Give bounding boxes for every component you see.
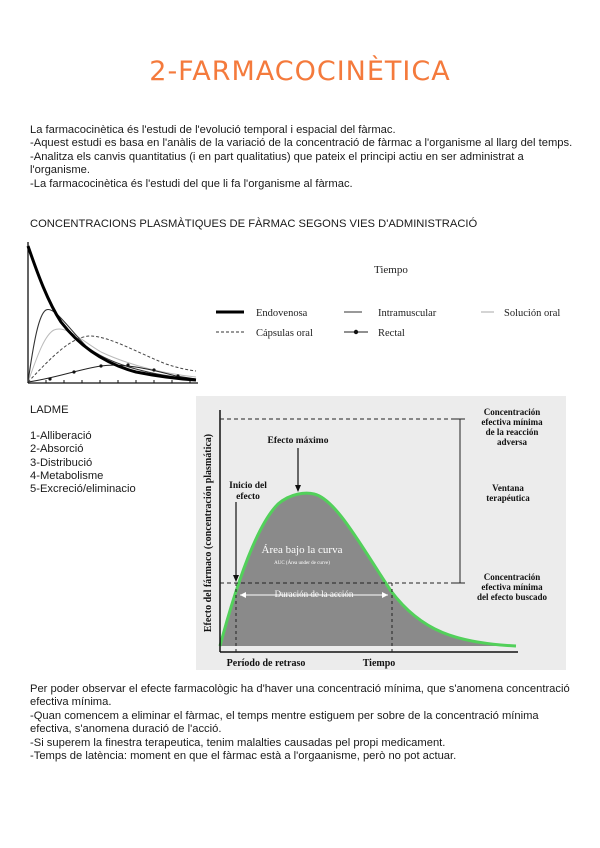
ladme-heading: LADME bbox=[30, 404, 69, 416]
intro-paragraph: La farmacocinètica és l'estudi de l'evolució temporal i espacial del fàrmac. bbox=[30, 124, 396, 136]
intro-paragraph: -Aquest estudi es basa en l'anàlis de la variació de la concentració de fàrmac a l'organisme al llarg del temps. bbox=[30, 137, 573, 150]
list-item: 1-Alliberació bbox=[30, 430, 92, 443]
auc-label: AUC (Área under de curve) bbox=[274, 561, 330, 566]
min-concentration-label bbox=[477, 572, 547, 602]
legend-marker-rectal bbox=[354, 330, 358, 334]
svg-text:del efecto buscado: del efecto buscado bbox=[477, 592, 547, 602]
outro-paragraph: -Quan comencem a eliminar el fàrmac, el temps mentre estiguem per sobre de la concentració mínima efectiva, s'anomena duració de l'acció. bbox=[30, 709, 539, 736]
legend-label-solucion-oral: Solución oral bbox=[504, 308, 561, 319]
svg-text:Concentración: Concentración bbox=[483, 407, 541, 417]
list-item: 5-Excreció/eliminacio bbox=[30, 483, 136, 496]
svg-text:efectiva mínima: efectiva mínima bbox=[481, 582, 543, 592]
outro-paragraph: Per poder observar el efecte farmacològic ha d'haver una concentració mínima, que s'anomena concentració efectiva mínima. bbox=[30, 683, 570, 709]
svg-text:Concentración: Concentración bbox=[483, 572, 541, 582]
onset-label-line2: efecto bbox=[236, 492, 260, 502]
outro-paragraph: -Si superem la finestra terapeutica, tenim malalties causadas pel propi medicament. bbox=[30, 736, 446, 749]
list-item: 3-Distribució bbox=[30, 456, 93, 469]
duration-label: Duración de la acción bbox=[274, 589, 354, 599]
svg-text:adversa: adversa bbox=[497, 437, 527, 447]
intramuscular-curve bbox=[28, 309, 196, 382]
svg-text:de la reacción: de la reacción bbox=[485, 427, 539, 437]
legend-label-intramuscular: Intramuscular bbox=[378, 308, 437, 319]
outro-text bbox=[30, 683, 575, 763]
legend-label-rectal: Rectal bbox=[378, 328, 405, 339]
solucion-oral-curve bbox=[28, 329, 196, 382]
legend-label-endovenosa: Endovenosa bbox=[256, 308, 308, 319]
y-axis-label: Efecto del fármaco (concentración plasmática) bbox=[203, 433, 214, 633]
therapeutic-window-label bbox=[486, 483, 530, 503]
list-item: 2-Absorció bbox=[30, 443, 84, 456]
delay-period-label: Período de retraso bbox=[226, 658, 306, 669]
svg-text:terapéutica: terapéutica bbox=[486, 493, 530, 503]
list-item: 4-Metabolisme bbox=[30, 469, 104, 482]
intro-text bbox=[30, 124, 575, 191]
section-heading: CONCENTRACIONS PLASMÀTIQUES DE FÀRMAC SEGONS VIES D'ADMINISTRACIÓ bbox=[30, 218, 478, 230]
onset-label-line1: Inicio del bbox=[229, 481, 267, 491]
therapeutic-window-figure bbox=[196, 396, 566, 670]
x-axis-label: Tiempo bbox=[374, 264, 408, 276]
svg-text:Ventana: Ventana bbox=[492, 483, 524, 493]
svg-text:efectiva mínima: efectiva mínima bbox=[481, 417, 543, 427]
intro-paragraph: -La farmacocinètica és l'estudi del que li fa l'organisme al fàrmac. bbox=[30, 177, 353, 190]
legend-label-capsulas-oral: Cápsulas oral bbox=[256, 328, 313, 339]
endovenosa-curve bbox=[28, 246, 196, 380]
intro-paragraph: -Analitza els canvis quantitatius (i en part qualitatius) que pateix el principi actiu en ser administrat a l'organisme. bbox=[30, 150, 524, 177]
ladme-list bbox=[30, 404, 136, 496]
max-effect-label: Efecto máximo bbox=[267, 436, 329, 446]
concentration-curves-figure bbox=[26, 240, 586, 388]
page-title: 2-FARMACOCINÈTICA bbox=[149, 56, 451, 88]
outro-paragraph: -Temps de latència: moment en que el fàrmac està a l'orgaanisme, però no pot actuar. bbox=[30, 750, 457, 763]
x-axis-label: Tiempo bbox=[362, 658, 396, 669]
area-label: Área bajo la curva bbox=[261, 544, 343, 556]
